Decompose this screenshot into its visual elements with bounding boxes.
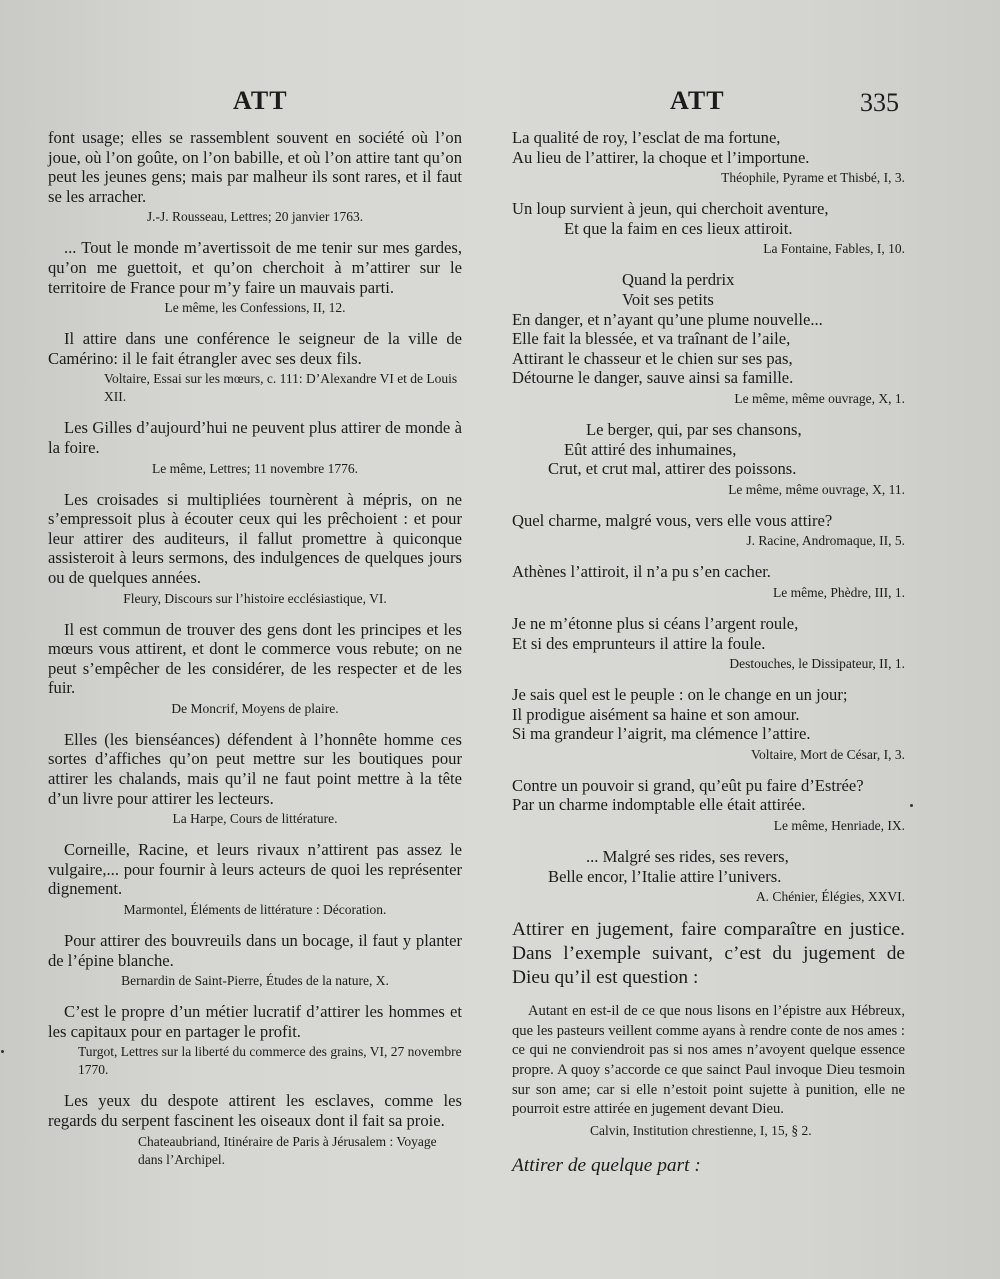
quote-block (48, 128, 462, 226)
page-number: 335 (860, 88, 899, 117)
quote-block (48, 931, 462, 990)
quote-citation: Fleury, Discours sur l’histoire ecclésiastique, VI. (123, 590, 387, 606)
verse-line: Et que la faim en ces lieux attiroit. (564, 218, 793, 238)
verse (512, 199, 905, 238)
quote-text: Les yeux du despote attirent les esclaves, comme les regards du serpent fascinent les oiseaux dont il fait sa proie. (48, 1091, 462, 1130)
verse-citation: A. Chénier, Élégies, XXVI. (755, 889, 905, 905)
verse-line: Le berger, qui, par ses chansons, (586, 419, 802, 439)
verse-citation: Le même, Henriade, IX. (773, 818, 905, 834)
verse-line: Par un charme indomptable elle était attirée. (512, 795, 806, 815)
verse (512, 847, 905, 886)
verse-line: Je sais quel est le peuple : on le change en un jour; (512, 685, 848, 705)
quote-block (48, 418, 462, 477)
verse-block (512, 199, 905, 258)
verse-line: Quand la perdrix (622, 270, 735, 290)
verse-line: Contre un pouvoir si grand, qu’eût pu faire d’Estrée? (512, 775, 864, 795)
verse-citation: Voltaire, Mort de César, I, 3. (750, 746, 905, 762)
quote-text: Corneille, Racine, et leurs rivaux n’attirent pas assez le vulgaire,... pour fournir à leurs acteurs de quoi les représenter dignement. (48, 840, 462, 899)
quote-block (48, 1002, 462, 1079)
verse-line: Au lieu de l’attirer, la choque et l’importune. (512, 147, 810, 167)
verse-line: Il prodigue aisément sa haine et son amour. (512, 704, 800, 724)
quote-text: Elles (les bienséances) défendent à l’honnête homme ces sortes d’affiches qu’on peut mettre sur les boutiques pour attirer les chalands, mais qu’il ne faut point mettre à la tête d’un livre pour attirer les lecteurs. (48, 729, 462, 808)
verse-line: Je ne m’étonne plus si céans l’argent roule, (512, 613, 799, 633)
quote-text: C’est le propre d’un métier lucratif d’attirer les hommes et les capitaux pour en partager le profit. (48, 1002, 462, 1041)
verse-line: Attirant le chasseur et le chien sur ses pas, (512, 348, 793, 368)
quote-text: Il attire dans une conférence le seigneur de la ville de Camérino: il le fait étrangler avec ses deux fils. (48, 329, 462, 368)
verse-citation: Le même, Phèdre, III, 1. (773, 584, 905, 600)
right-column (512, 128, 905, 1175)
sub-heading: Attirer de quelque part : (512, 1154, 701, 1176)
verse-citation: Le même, même ouvrage, X, 11. (728, 481, 905, 497)
quote-block (48, 840, 462, 919)
quote-citation: Marmontel, Éléments de littérature : Décoration. (123, 902, 387, 918)
left-column (48, 128, 462, 1181)
quote-text: font usage; elles se rassemblent souvent en société où l’on joue, où l’on goûte, on l’on babille, et où l’on attire tant qu’on peut les jeunes gens; mais par malheur ils sont rares, et il faut se les arracher. (48, 128, 462, 206)
verse (512, 614, 905, 653)
verse-line: Belle encor, l’Italie attire l’univers. (548, 866, 782, 886)
verse-block (512, 420, 905, 499)
quote-citation: Le même, les Confessions, II, 12. (164, 300, 346, 316)
quote-citation: Turgot, Lettres sur la liberté du commerce des grains, VI, 27 novembre 1770. (78, 1044, 462, 1078)
quote-citation: Chateaubriand, Itinéraire de Paris à Jérusalem : Voyage dans l’Archipel. (138, 1133, 437, 1167)
verse-line: ... Malgré ses rides, ses revers, (586, 847, 789, 867)
verse-line: En danger, et n’ayant qu’une plume nouvelle... (512, 309, 823, 329)
running-head-right: ATT (670, 86, 725, 115)
verse-line: Détourne le danger, sauve ainsi sa famille. (512, 368, 794, 388)
quote-citation: La Harpe, Cours de littérature. (172, 811, 338, 827)
verse (512, 128, 905, 167)
verse-line: Et si des emprunteurs il attire la foule. (512, 633, 766, 653)
quote-block (48, 1091, 462, 1168)
verse-block (512, 511, 905, 551)
verse-line: Crut, et crut mal, attirer des poissons. (548, 459, 797, 479)
quote-text: Les croisades si multipliées tournèrent à mépris, on ne s’empressoit plus à écouter ceux qui les prêchoient : et pour leur attirer des auditeurs, il fallut promettre à quiconque assisteroit à leurs sermons, des indulgences de quelques jours ou de quelques années. (48, 489, 462, 587)
verse-block (512, 776, 905, 835)
verse-block (512, 614, 905, 673)
definition-heading: Attirer en jugement, faire comparaître en justice. Dans l’exemple suivant, c’est du jugement de Dieu qu’il est question : (512, 919, 905, 989)
quote-text: Il est commun de trouver des gens dont les principes et les mœurs vous attirent, et dont le commerce vous rebute; on ne peut s’empêcher de les considérer, de les respecter et de les fuir. (48, 619, 462, 698)
verse-block (512, 562, 905, 602)
verse-block (512, 685, 905, 764)
quote-text: Pour attirer des bouvreuils dans un bocage, il faut y planter de l’épine blanche. (48, 931, 462, 970)
quote-citation: De Moncrif, Moyens de plaire. (171, 700, 339, 716)
verse-line: Si ma grandeur l’aigrit, ma clémence l’attire. (512, 724, 811, 744)
verse-line: Elle fait la blessée, et va traînant de l’aile, (512, 329, 791, 349)
page-mark (910, 804, 913, 807)
verse-block (512, 847, 905, 906)
quote-citation: J.-J. Rousseau, Lettres; 20 janvier 1763. (146, 209, 364, 225)
page-mark (1, 1050, 4, 1053)
verse-citation: Destouches, le Dissipateur, II, 1. (729, 656, 905, 672)
verse-line: Eût attiré des inhumaines, (564, 439, 737, 459)
verse-citation: La Fontaine, Fables, I, 10. (763, 241, 905, 257)
verse (512, 776, 905, 815)
quote-text: ... Tout le monde m’avertissoit de me tenir sur mes gardes, qu’on me guettoit, et qu’on cherchoit à m’attirer sur le territoire de France pour m’y faire un mauvais parti. (48, 238, 462, 297)
quote-block (48, 620, 462, 718)
quote-block (48, 730, 462, 828)
verse-citation: Théophile, Pyrame et Thisbé, I, 3. (721, 170, 905, 186)
verse (512, 685, 905, 744)
running-head-left: ATT (233, 86, 288, 115)
quote-text: Autant en est-il de ce que nous lisons en l’épistre aux Hébreux, que les pasteurs veillent comme ayans à rendre conte de nos ames : ce qui ne conviendroit pas si nos ames n’avoyent quelque essence propre. A quoy s’accorde ce que sainct Paul invoque Dieu tesmoin sur son ame; car si elle n’estoit point sujette à punition, elle ne pourroit estre attirée en jugement devant Dieu. (512, 1003, 905, 1118)
quote-block (512, 1002, 905, 1140)
quote-block (48, 238, 462, 317)
quote-text: Les Gilles d’aujourd’hui ne peuvent plus attirer de monde à la foire. (48, 418, 462, 457)
verse (512, 511, 905, 531)
verse-citation: J. Racine, Andromaque, II, 5. (746, 533, 905, 549)
verse-block (512, 128, 905, 187)
quote-block (48, 490, 462, 608)
verse-citation: Le même, même ouvrage, X, 1. (734, 390, 905, 406)
verse (512, 270, 905, 388)
verse-line: La qualité de roy, l’esclat de ma fortune, (512, 128, 781, 147)
verse-line: Athènes l’attiroit, il n’a pu s’en cacher. (512, 562, 771, 582)
quote-citation: Le même, Lettres; 11 novembre 1776. (151, 460, 359, 476)
quote-block (48, 329, 462, 406)
quote-citation: Bernardin de Saint-Pierre, Études de la nature, X. (121, 973, 389, 989)
verse-line: Voit ses petits (622, 289, 714, 309)
verse-line: Un loup survient à jeun, qui cherchoit aventure, (512, 199, 829, 219)
quote-citation: Voltaire, Essai sur les mœurs, c. 111: D’Alexandre VI et de Louis XII. (104, 371, 458, 405)
verse-block (512, 270, 905, 408)
verse-line: Quel charme, malgré vous, vers elle vous attire? (512, 510, 833, 530)
verse (512, 420, 905, 479)
verse (512, 562, 905, 582)
quote-citation: Calvin, Institution chrestienne, I, 15, § 2. (590, 1122, 812, 1138)
